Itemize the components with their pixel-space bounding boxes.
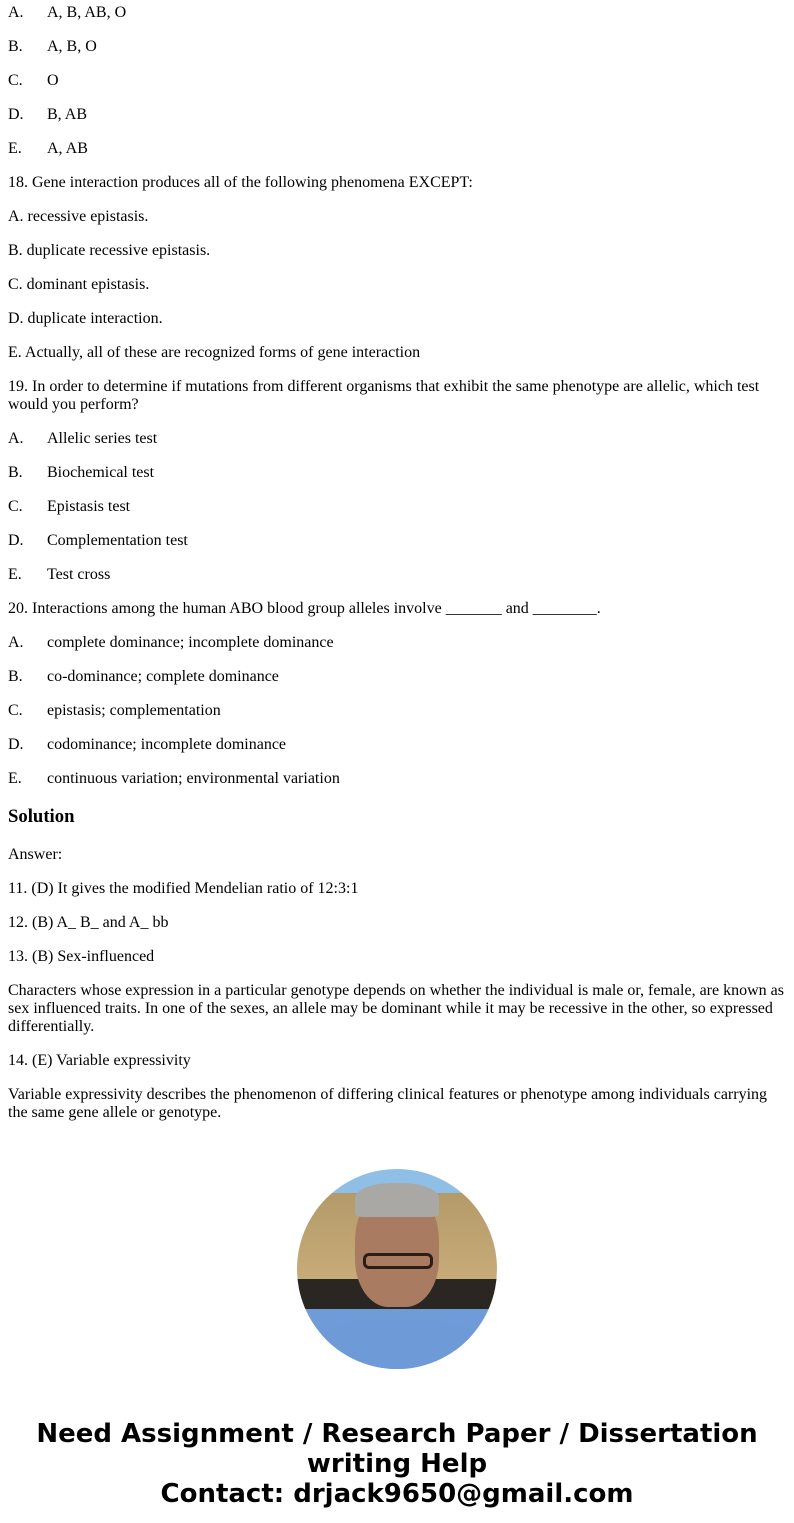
option-text: Test cross — [47, 566, 111, 583]
option-letter: E. — [8, 140, 22, 157]
option: B. duplicate recessive epistasis. — [8, 242, 211, 259]
option — [8, 770, 786, 788]
option-text: Complementation test — [47, 532, 188, 549]
question-19: 19. In order to determine if mutations from different organisms that exhibit the same phenotype are allelic, which test would you perform? — [8, 378, 760, 413]
shirt — [317, 1319, 477, 1369]
option-letter: C. — [8, 498, 23, 515]
option-letter: B. — [8, 38, 23, 55]
option-letter: D. — [8, 736, 24, 753]
option-letter: B. — [8, 464, 23, 481]
option-text: Epistasis test — [47, 498, 131, 515]
explanation: Variable expressivity describes the phenomenon of differing clinical features or phenotype among individuals carrying the same gene allele or genotype. — [8, 1086, 768, 1121]
option — [8, 4, 786, 22]
option-text: epistasis; complementation — [47, 702, 221, 719]
option-letter: C. — [8, 72, 23, 89]
question-20: 20. Interactions among the human ABO blood group alleles involve _______ and ________. — [8, 600, 601, 617]
option-text: A, AB — [47, 140, 88, 157]
option-text: Allelic series test — [47, 430, 158, 447]
banner-line: Need Assignment / Research Paper / Dissertation writing Help — [36, 1419, 758, 1479]
option-text: codominance; incomplete dominance — [47, 736, 287, 753]
explanation: Characters whose expression in a particular genotype depends on whether the individual is male or, female, are known as sex influenced traits. In one of the sexes, an allele may be dominant while it may be recessive in the other, so expressed differentially. — [8, 982, 784, 1035]
option-letter: D. — [8, 532, 24, 549]
option — [8, 634, 786, 652]
option-text: B, AB — [47, 106, 88, 123]
answer-line: 13. (B) Sex-influenced — [8, 948, 155, 965]
option-text: complete dominance; incomplete dominance — [47, 634, 334, 651]
option-letter: A. — [8, 430, 24, 447]
option-letter: C. — [8, 702, 23, 719]
option: D. duplicate interaction. — [8, 310, 163, 327]
answer-label: Answer: — [8, 846, 63, 863]
option: E. Actually, all of these are recognized forms of gene interaction — [8, 344, 421, 361]
option — [8, 38, 786, 56]
option-letter: E. — [8, 770, 22, 787]
option-letter: E. — [8, 566, 22, 583]
option-text: A, B, AB, O — [47, 4, 127, 21]
option — [8, 464, 786, 482]
option — [8, 498, 786, 516]
option — [8, 532, 786, 550]
author-photo — [297, 1169, 497, 1369]
glasses — [363, 1253, 433, 1269]
option-letter: B. — [8, 668, 23, 685]
answer-line: 12. (B) A_ B_ and A_ bb — [8, 914, 169, 931]
option: A. recessive epistasis. — [8, 208, 149, 225]
option — [8, 736, 786, 754]
option — [8, 430, 786, 448]
option — [8, 566, 786, 584]
question-18: 18. Gene interaction produces all of the following phenomena EXCEPT: — [8, 174, 473, 191]
option-text: O — [47, 72, 59, 89]
solution-heading: Solution — [8, 806, 75, 827]
answer-line: 14. (E) Variable expressivity — [8, 1052, 191, 1069]
option: C. dominant epistasis. — [8, 276, 150, 293]
option — [8, 140, 786, 158]
answer-line: 11. (D) It gives the modified Mendelian ratio of 12:3:1 — [8, 880, 359, 897]
contact-email: Contact: drjack9650@gmail.com — [160, 1479, 634, 1509]
option — [8, 106, 786, 124]
q17-options — [8, 4, 786, 158]
option-letter: A. — [8, 634, 24, 651]
option-text: A, B, O — [47, 38, 97, 55]
option-text: co-dominance; complete dominance — [47, 668, 279, 685]
hair — [355, 1183, 439, 1217]
option-text: Biochemical test — [47, 464, 155, 481]
option-letter: D. — [8, 106, 24, 123]
option — [8, 72, 786, 90]
option-letter: A. — [8, 4, 24, 21]
option — [8, 668, 786, 686]
contact-banner — [8, 1419, 786, 1509]
option — [8, 702, 786, 720]
document — [8, 4, 786, 1509]
option-text: continuous variation; environmental variation — [47, 770, 340, 787]
